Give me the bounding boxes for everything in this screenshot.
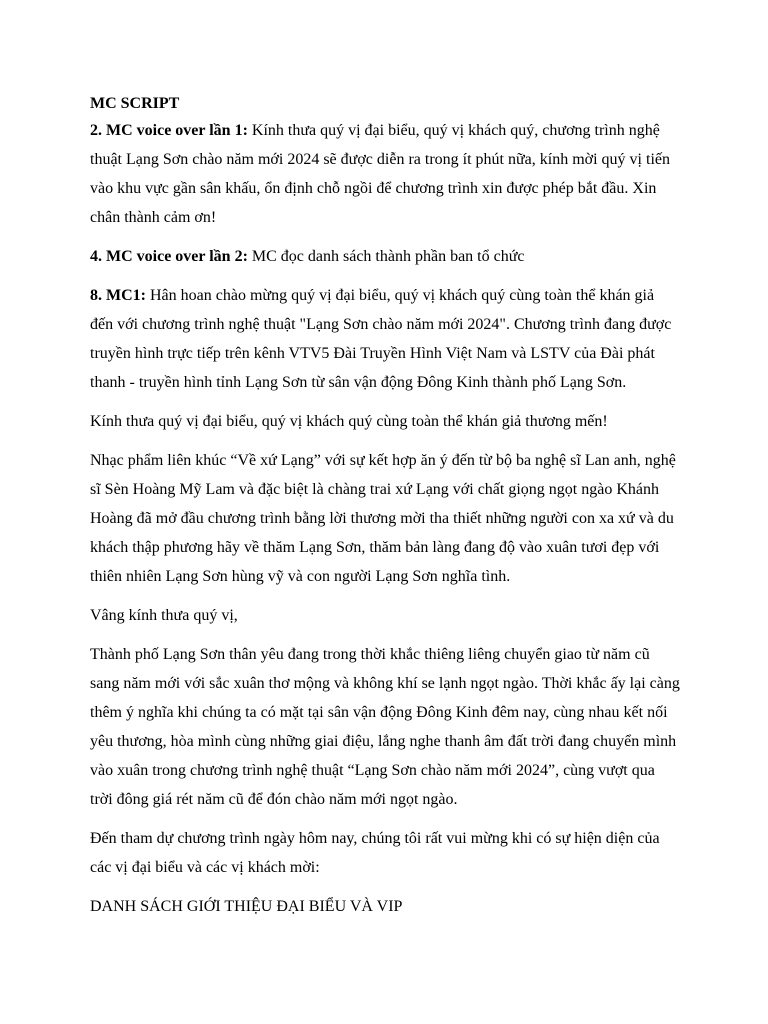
paragraph-text: MC đọc danh sách thành phần ban tổ chức [247, 248, 525, 265]
paragraph-lead: 8. MC1: [90, 287, 146, 304]
paragraph-address [90, 601, 680, 630]
paragraph-lead: 2. MC voice over lần 1: [90, 122, 248, 139]
paragraph-text: Kính thưa quý vị đại biểu, quý vị khách quý, chương trình nghệ thuật Lạng Sơn chào năm mới 2024 sẽ được diễn ra trong ít phút nữa, kính mời quý vị tiến vào khu vực gần sân khấu, ổn định chỗ ngồi để chương trình xin được phép bắt đầu. Xin chân thành cảm ơn! [90, 122, 670, 226]
document-title: MC SCRIPT [90, 95, 180, 112]
paragraph-text: Đến tham dự chương trình ngày hôm nay, chúng tôi rất vui mừng khi có sự hiện diện của các vị đại biểu và các vị khách mời: [90, 830, 660, 876]
paragraph-text: Kính thưa quý vị đại biểu, quý vị khách quý cùng toàn thể khán giả thương mến! [90, 413, 608, 430]
paragraph-greeting [90, 407, 680, 436]
paragraph-text: Hân hoan chào mừng quý vị đại biểu, quý vị khách quý cùng toàn thể khán giả đến với chương trình nghệ thuật "Lạng Sơn chào năm mới 2024". Chương trình đang được truyền hình trực tiếp trên kênh VTV5 Đài Truyền Hình Việt Nam và LSTV của Đài phát thanh - truyền hình tỉnh Lạng Sơn từ sân vận động Đông Kinh thành phố Lạng Sơn. [90, 287, 672, 391]
paragraph-mc-voice-over-2 [90, 242, 680, 271]
paragraph-medley [90, 446, 680, 591]
paragraph-guests [90, 824, 680, 882]
paragraph-text: Thành phố Lạng Sơn thân yêu đang trong thời khắc thiêng liêng chuyển giao từ năm cũ sang năm mới với sắc xuân thơ mộng và không khí se lạnh ngọt ngào. Thời khắc ấy lại càng thêm ý nghĩa khi chúng ta có mặt tại sân vận động Đông Kinh đêm nay, cùng nhau kết nối yêu thương, hòa mình cùng những giai điệu, lắng nghe thanh âm đất trời đang chuyển mình vào xuân trong chương trình nghệ thuật “Lạng Sơn chào năm mới 2024”, cùng vượt qua trời đông giá rét năm cũ để đón chào năm mới ngọt ngào. [90, 646, 680, 808]
paragraph-lead: 4. MC voice over lần 2: [90, 248, 248, 265]
paragraph-city [90, 640, 680, 814]
paragraph-mc-voice-over-1 [90, 116, 680, 232]
paragraph-text: Vâng kính thưa quý vị, [90, 607, 238, 624]
paragraph-mc1 [90, 281, 680, 397]
section-heading: DANH SÁCH GIỚI THIỆU ĐẠI BIỂU VÀ VIP [90, 898, 403, 915]
paragraph-text: Nhạc phẩm liên khúc “Về xứ Lạng” với sự kết hợp ăn ý đến từ bộ ba nghệ sĩ Lan anh, nghệ sĩ Sèn Hoàng Mỹ Lam và đặc biệt là chàng trai xứ Lạng với chất giọng ngọt ngào Khánh Hoàng đã mở đầu chương trình bằng lời thương mời tha thiết những người con xa xứ và du khách thập phương hãy về thăm Lạng Sơn, thăm bản làng đang độ vào xuân tươi đẹp với thiên nhiên Lạng Sơn hùng vỹ và con người Lạng Sơn nghĩa tình. [90, 452, 676, 585]
